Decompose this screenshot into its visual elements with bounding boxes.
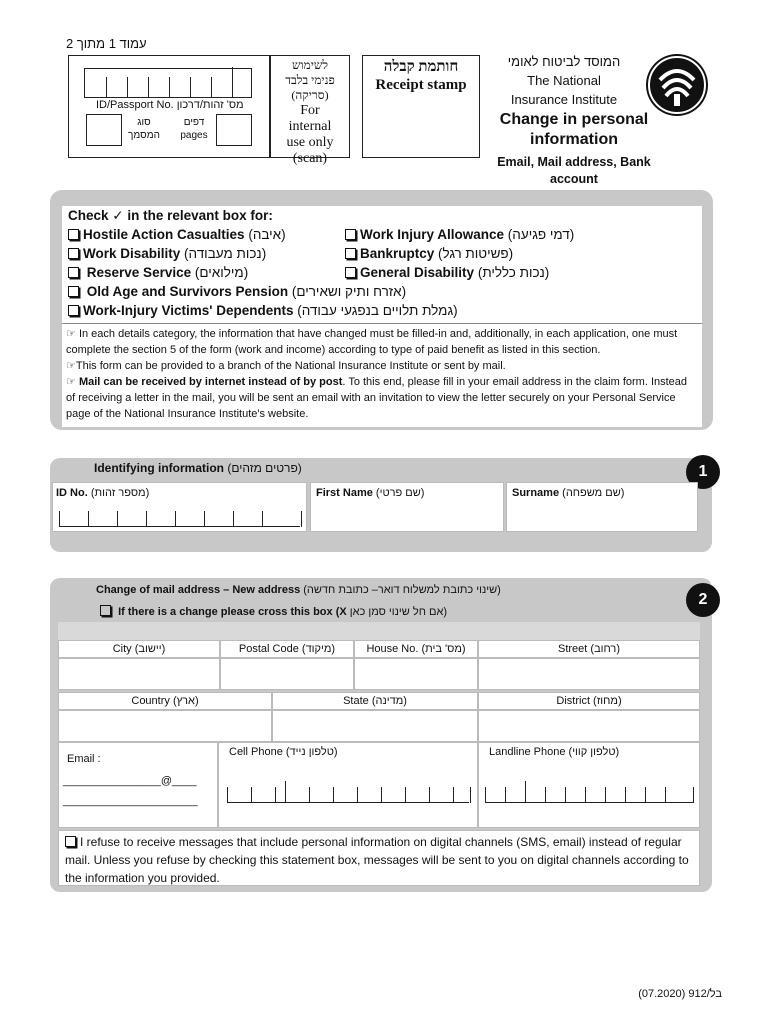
section1-title: Identifying information (פרטים מזהים): [94, 461, 302, 475]
doc-type-box[interactable]: [86, 114, 122, 146]
option-work-injury-dependents[interactable]: Work-Injury Victims' Dependents (גמלת תלויים בנפגעי עבודה): [68, 303, 458, 318]
passport-label: ID/Passport No. מס' זהות/דרכון: [96, 99, 244, 111]
option-old-age[interactable]: Old Age and Survivors Pension (אזרח ותיק ושאירים): [68, 284, 406, 299]
nii-logo-icon: [646, 54, 708, 116]
doc-type-label: סוג המסמך: [128, 117, 160, 141]
option-work-disability[interactable]: Work Disability (נכות מעבודה): [68, 246, 266, 261]
pages-box[interactable]: [216, 114, 252, 146]
cell-phone-field[interactable]: Cell Phone (טלפון נייד): [218, 742, 478, 828]
form-subtitle: Email, Mail address, Bank account: [497, 155, 651, 186]
change-checkbox-row[interactable]: If there is a change please cross this box (X אם חל שינוי סמן כאן): [100, 605, 447, 618]
option-bankruptcy[interactable]: Bankruptcy (פשיטות רגל): [345, 246, 513, 261]
street-input[interactable]: [478, 658, 700, 690]
checkbox-icon[interactable]: [345, 229, 356, 240]
pointer-icon: ☞: [66, 360, 76, 372]
postal-code-input[interactable]: [220, 658, 354, 690]
checkbox-icon[interactable]: [100, 605, 111, 616]
spacer-row: [58, 622, 700, 640]
section1-number: 1: [686, 455, 720, 489]
section2-number: 2: [686, 583, 720, 617]
state-label: State (מדינה): [272, 692, 478, 710]
option-work-injury-allowance[interactable]: Work Injury Allowance (דמי פגיעה): [345, 227, 574, 242]
street-label: Street (רחוב): [478, 640, 700, 658]
checkbox-icon[interactable]: [345, 248, 356, 259]
country-input[interactable]: [58, 710, 272, 742]
district-input[interactable]: [478, 710, 700, 742]
district-label: District (מחוז): [478, 692, 700, 710]
option-hostile-action[interactable]: Hostile Action Casualties (איבה): [68, 227, 286, 242]
check-heading: Check ✓ in the relevant box for:: [68, 208, 273, 223]
state-input[interactable]: [272, 710, 478, 742]
email-field[interactable]: Email : ________________@____ ______________________: [58, 742, 218, 828]
postal-code-label: Postal Code (מיקוד): [220, 640, 354, 658]
landline-phone-field[interactable]: Landline Phone (טלפון קווי): [478, 742, 700, 828]
pointer-icon: ☞: [66, 376, 76, 388]
form-code: בל/912 (07.2020): [638, 988, 722, 1000]
refuse-digital-row[interactable]: I refuse to receive messages that include personal information on digital channels (SMS, email) instead of regular mail. Unless you refuse by checking this statement box, messages will be sent to you on digital channels according to the information you provided.: [58, 830, 700, 886]
page-number: עמוד 1 מתוך 2: [66, 36, 147, 51]
option-general-disability[interactable]: General Disability (נכות כללית): [345, 265, 549, 280]
instructions-box: ☞ In each details category, the information that have changed must be filled-in and, additionally, in each application, one must complete the section 5 of the form (work and income) according to type of paid benefit as listed in this section. ☞This form can be provided to a branch of the National Insurance Institute or sent by mail. ☞ Mail can be received by internet instead of by post. To this end, please fill in your email address in the claim form. Instead of receiving a letter in the mail, you will be sent an email with an invitation to view the letter securely on your Personal Service page of the National Insurance Institute's website.: [62, 323, 702, 427]
form-title: Change in personal information: [499, 111, 649, 148]
checkbox-icon[interactable]: [68, 267, 79, 278]
option-reserve-service[interactable]: Reserve Service (מילואים): [68, 265, 248, 280]
first-name-field[interactable]: First Name (שם פרטי): [310, 482, 504, 532]
checkbox-icon[interactable]: [68, 248, 79, 259]
section2-title: Change of mail address – New address (שינוי כתובת למשלוח דואר– כתובת חדשה): [96, 584, 501, 596]
checkbox-icon[interactable]: [68, 286, 79, 297]
house-number-label: House No. (מס' בית): [354, 640, 478, 658]
org-name: המוסד לביטוח לאומי The National Insurance Institute: [507, 54, 621, 107]
checkbox-icon[interactable]: [68, 305, 79, 316]
checkbox-icon[interactable]: [345, 267, 356, 278]
country-label: Country (ארץ): [58, 692, 272, 710]
receipt-stamp-box: חותמת קבלה Receipt stamp: [362, 55, 480, 158]
passport-number-input[interactable]: [84, 68, 252, 98]
pointer-icon: ☞: [66, 328, 76, 340]
surname-field[interactable]: Surname (שם משפחה): [506, 482, 698, 532]
city-label: City (יישוב): [58, 640, 220, 658]
checkbox-icon[interactable]: [65, 836, 76, 847]
city-input[interactable]: [58, 658, 220, 690]
checkbox-icon[interactable]: [68, 229, 79, 240]
id-number-field[interactable]: ID No. (מספר זהות): [52, 482, 307, 532]
pages-label: דפים pages: [180, 117, 208, 141]
internal-scan-box: לשימוש פנימי בלבד (סריקה) For internal use only (scan): [270, 55, 350, 158]
house-number-input[interactable]: [354, 658, 478, 690]
